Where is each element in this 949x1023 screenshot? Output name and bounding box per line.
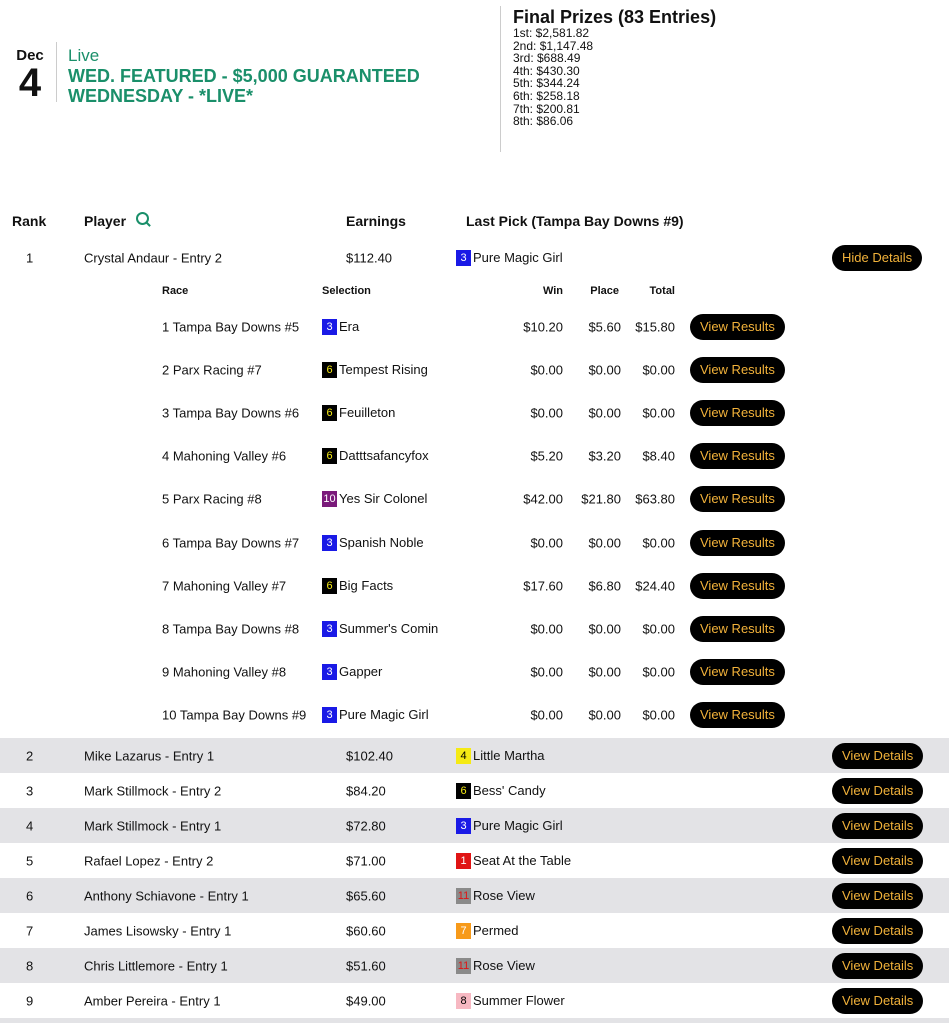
view-details-button[interactable]: View Details xyxy=(832,918,923,944)
view-results-button[interactable]: View Results xyxy=(690,400,785,426)
view-results-button[interactable]: View Results xyxy=(690,616,785,642)
details-row xyxy=(0,607,949,650)
race-cell: 2 Parx Racing #7 xyxy=(162,362,262,377)
horse-name: Gapper xyxy=(339,664,383,679)
prize-4th: 4th: $430.30 xyxy=(513,63,580,78)
player-cell: James Lisowsky - Entry 1 xyxy=(84,923,232,938)
earnings-cell: $84.20 xyxy=(346,783,386,798)
place-cell: $3.20 xyxy=(588,448,621,463)
selection-cell xyxy=(322,535,424,551)
last-pick-cell xyxy=(456,748,545,764)
table-row xyxy=(0,948,949,983)
win-cell: $10.20 xyxy=(523,319,563,334)
table-row xyxy=(0,983,949,1018)
view-details-button[interactable]: View Details xyxy=(832,813,923,839)
table-row-partial xyxy=(0,1018,949,1023)
event-date xyxy=(10,47,50,103)
hide-details-button[interactable]: Hide Details xyxy=(832,245,922,271)
total-cell: $8.40 xyxy=(642,448,675,463)
place-cell: $0.00 xyxy=(588,362,621,377)
post-number-badge: 3 xyxy=(322,621,337,637)
win-cell: $5.20 xyxy=(530,448,563,463)
horse-name: Seat At the Table xyxy=(473,853,572,868)
post-number-badge: 3 xyxy=(322,707,337,723)
event-title-line-1: WED. FEATURED - $5,000 GUARANTEED xyxy=(68,66,420,86)
event-status: Live xyxy=(68,46,100,65)
view-results-button[interactable]: View Results xyxy=(690,357,785,383)
header-player xyxy=(84,213,149,229)
rank-cell: 6 xyxy=(26,888,34,903)
post-number-badge: 3 xyxy=(322,664,337,680)
last-pick-cell xyxy=(456,993,565,1009)
table-row xyxy=(0,738,949,773)
total-cell: $0.00 xyxy=(642,664,675,679)
rank-cell: 8 xyxy=(26,958,34,973)
horse-name: Pure Magic Girl xyxy=(473,250,563,265)
view-results-button[interactable]: View Results xyxy=(690,659,785,685)
details-header-race: Race xyxy=(162,285,189,297)
total-cell: $0.00 xyxy=(642,362,675,377)
place-cell: $0.00 xyxy=(588,707,621,722)
post-number-badge: 6 xyxy=(322,448,337,464)
table-row xyxy=(0,843,949,878)
horse-name: Datttsafancyfox xyxy=(339,448,429,463)
search-icon[interactable] xyxy=(136,212,149,225)
header-player-label: Player xyxy=(84,213,127,229)
last-pick-cell xyxy=(456,923,519,939)
race-cell: 10 Tampa Bay Downs #9 xyxy=(162,707,307,722)
horse-name: Rose View xyxy=(473,888,535,903)
race-cell: 4 Mahoning Valley #6 xyxy=(162,448,287,463)
earnings-cell: $49.00 xyxy=(346,993,386,1008)
last-pick-cell xyxy=(456,818,563,834)
post-number-badge: 7 xyxy=(456,923,471,939)
selection-cell xyxy=(322,621,438,637)
table-row xyxy=(0,913,949,948)
last-pick-cell xyxy=(456,783,546,799)
race-cell: 9 Mahoning Valley #8 xyxy=(162,664,287,679)
rank-cell: 7 xyxy=(26,923,34,938)
details-row xyxy=(0,693,949,736)
post-number-badge: 3 xyxy=(322,319,337,335)
player-cell: Amber Pereira - Entry 1 xyxy=(84,993,221,1008)
selection-cell xyxy=(322,448,429,464)
earnings-cell: $51.60 xyxy=(346,958,386,973)
prize-5th: 5th: $344.24 xyxy=(513,76,580,91)
post-number-badge: 8 xyxy=(456,993,471,1009)
last-pick-cell xyxy=(456,958,535,974)
prize-7th: 7th: $200.81 xyxy=(513,101,580,116)
post-number-badge: 6 xyxy=(322,405,337,421)
place-cell: $0.00 xyxy=(588,405,621,420)
prizes-divider xyxy=(500,6,501,152)
earnings-cell: $60.60 xyxy=(346,923,386,938)
event-day: 4 xyxy=(18,61,42,105)
prize-6th: 6th: $258.18 xyxy=(513,88,580,103)
win-cell: $0.00 xyxy=(530,362,563,377)
details-row xyxy=(0,434,949,477)
view-results-button[interactable]: View Results xyxy=(690,443,785,469)
player-cell: Mark Stillmock - Entry 1 xyxy=(84,818,222,833)
post-number-badge: 3 xyxy=(456,250,471,266)
view-details-button[interactable]: View Details xyxy=(832,848,923,874)
race-cell: 5 Parx Racing #8 xyxy=(162,491,262,506)
details-row xyxy=(0,650,949,693)
horse-name: Spanish Noble xyxy=(339,535,424,550)
horse-name: Era xyxy=(339,319,360,334)
prize-8th: 8th: $86.06 xyxy=(513,114,574,129)
prizes-title: Final Prizes (83 Entries) xyxy=(513,7,717,27)
post-number-badge: 6 xyxy=(322,578,337,594)
last-pick-cell xyxy=(456,853,571,869)
rank-cell: 3 xyxy=(26,783,34,798)
view-details-button[interactable]: View Details xyxy=(832,743,923,769)
post-number-badge: 6 xyxy=(322,362,337,378)
win-cell: $42.00 xyxy=(523,491,563,506)
race-cell: 1 Tampa Bay Downs #5 xyxy=(162,319,300,334)
last-pick-cell xyxy=(456,888,535,904)
prize-1st: 1st: $2,581.82 xyxy=(513,26,590,40)
view-details-button[interactable]: View Details xyxy=(832,883,923,909)
horse-name: Feuilleton xyxy=(339,405,396,420)
win-cell: $0.00 xyxy=(530,621,563,636)
details-row xyxy=(0,305,949,348)
selection-cell xyxy=(322,362,428,378)
details-header-place: Place xyxy=(590,285,619,297)
selection-cell xyxy=(322,664,382,680)
race-cell: 3 Tampa Bay Downs #6 xyxy=(162,405,300,420)
header-last-pick: Last Pick (Tampa Bay Downs #9) xyxy=(466,213,684,229)
details-header-total: Total xyxy=(649,285,675,297)
selection-cell xyxy=(322,491,427,507)
table-row xyxy=(0,808,949,843)
total-cell: $0.00 xyxy=(642,621,675,636)
earnings-cell: $102.40 xyxy=(346,748,393,763)
rank-cell: 9 xyxy=(26,993,34,1008)
total-cell: $0.00 xyxy=(642,405,675,420)
earnings-cell: $72.80 xyxy=(346,818,386,833)
selection-cell xyxy=(322,405,395,421)
post-number-badge: 4 xyxy=(456,748,471,764)
horse-name: Summer Flower xyxy=(473,993,565,1008)
horse-name: Summer's Comin xyxy=(339,621,439,636)
table-row xyxy=(0,773,949,808)
header-rank: Rank xyxy=(12,213,47,229)
details-row xyxy=(0,477,949,520)
details-header-win: Win xyxy=(542,285,563,297)
view-results-button[interactable]: View Results xyxy=(690,573,785,599)
table-row xyxy=(0,878,949,913)
win-cell: $17.60 xyxy=(523,578,563,593)
post-number-badge: 10 xyxy=(323,492,336,505)
win-cell: $0.00 xyxy=(530,405,563,420)
details-row xyxy=(0,564,949,607)
earnings-cell: $71.00 xyxy=(346,853,386,868)
selection-cell xyxy=(322,319,359,335)
view-results-button[interactable]: View Results xyxy=(690,486,785,512)
rank-cell: 4 xyxy=(26,818,34,833)
player-cell: Crystal Andaur - Entry 2 xyxy=(84,250,222,265)
view-details-button[interactable]: View Details xyxy=(832,778,923,804)
rank-cell: 2 xyxy=(26,748,34,763)
place-cell: $0.00 xyxy=(588,535,621,550)
last-pick-cell xyxy=(456,250,563,266)
prize-3rd: 3rd: $688.49 xyxy=(513,51,581,66)
win-cell: $0.00 xyxy=(530,707,563,722)
view-details-button[interactable]: View Details xyxy=(832,953,923,979)
prize-2nd: 2nd: $1,147.48 xyxy=(513,38,594,53)
table-row xyxy=(0,240,949,275)
player-cell: Mark Stillmock - Entry 2 xyxy=(84,783,222,798)
player-cell: Anthony Schiavone - Entry 1 xyxy=(84,888,249,903)
view-results-button[interactable]: View Results xyxy=(690,530,785,556)
race-cell: 6 Tampa Bay Downs #7 xyxy=(162,535,300,550)
horse-name: Bess' Candy xyxy=(473,783,546,798)
post-number-badge: 11 xyxy=(457,889,470,902)
horse-name: Yes Sir Colonel xyxy=(339,491,428,506)
view-results-button[interactable]: View Results xyxy=(690,314,785,340)
earnings-cell: $112.40 xyxy=(346,250,393,265)
event-info xyxy=(68,46,420,106)
header-divider xyxy=(56,42,57,102)
selection-cell xyxy=(322,578,393,594)
horse-name: Big Facts xyxy=(339,578,394,593)
total-cell: $24.40 xyxy=(635,578,675,593)
details-header-selection: Selection xyxy=(322,285,371,297)
header-earnings: Earnings xyxy=(346,213,406,229)
view-results-button[interactable]: View Results xyxy=(690,702,785,728)
post-number-badge: 6 xyxy=(456,783,471,799)
details-row xyxy=(0,391,949,434)
post-number-badge: 3 xyxy=(322,535,337,551)
rank-cell: 1 xyxy=(26,250,34,265)
player-cell: Rafael Lopez - Entry 2 xyxy=(84,853,214,868)
selection-cell xyxy=(322,707,429,723)
win-cell: $0.00 xyxy=(530,664,563,679)
post-number-badge: 11 xyxy=(457,959,470,972)
total-cell: $0.00 xyxy=(642,707,675,722)
player-cell: Chris Littlemore - Entry 1 xyxy=(84,958,228,973)
event-title-line-2: WEDNESDAY - *LIVE* xyxy=(68,86,254,106)
total-cell: $0.00 xyxy=(642,535,675,550)
post-number-badge: 1 xyxy=(456,853,471,869)
horse-name: Tempest Rising xyxy=(339,362,428,377)
place-cell: $0.00 xyxy=(588,664,621,679)
details-row xyxy=(0,348,949,391)
details-row xyxy=(0,521,949,564)
place-cell: $5.60 xyxy=(588,319,621,334)
horse-name: Permed xyxy=(473,923,519,938)
view-details-button[interactable]: View Details xyxy=(832,988,923,1014)
horse-name: Little Martha xyxy=(473,748,545,763)
rank-cell: 5 xyxy=(26,853,34,868)
place-cell: $6.80 xyxy=(588,578,621,593)
post-number-badge: 3 xyxy=(456,818,471,834)
earnings-cell: $65.60 xyxy=(346,888,386,903)
win-cell: $0.00 xyxy=(530,535,563,550)
horse-name: Pure Magic Girl xyxy=(339,707,429,722)
total-cell: $15.80 xyxy=(635,319,675,334)
total-cell: $63.80 xyxy=(635,491,675,506)
event-month: Dec xyxy=(16,47,44,64)
player-cell: Mike Lazarus - Entry 1 xyxy=(84,748,215,763)
race-cell: 8 Tampa Bay Downs #8 xyxy=(162,621,300,636)
horse-name: Rose View xyxy=(473,958,535,973)
final-prizes xyxy=(513,7,716,128)
race-cell: 7 Mahoning Valley #7 xyxy=(162,578,287,593)
horse-name: Pure Magic Girl xyxy=(473,818,563,833)
place-cell: $21.80 xyxy=(581,491,621,506)
place-cell: $0.00 xyxy=(588,621,621,636)
